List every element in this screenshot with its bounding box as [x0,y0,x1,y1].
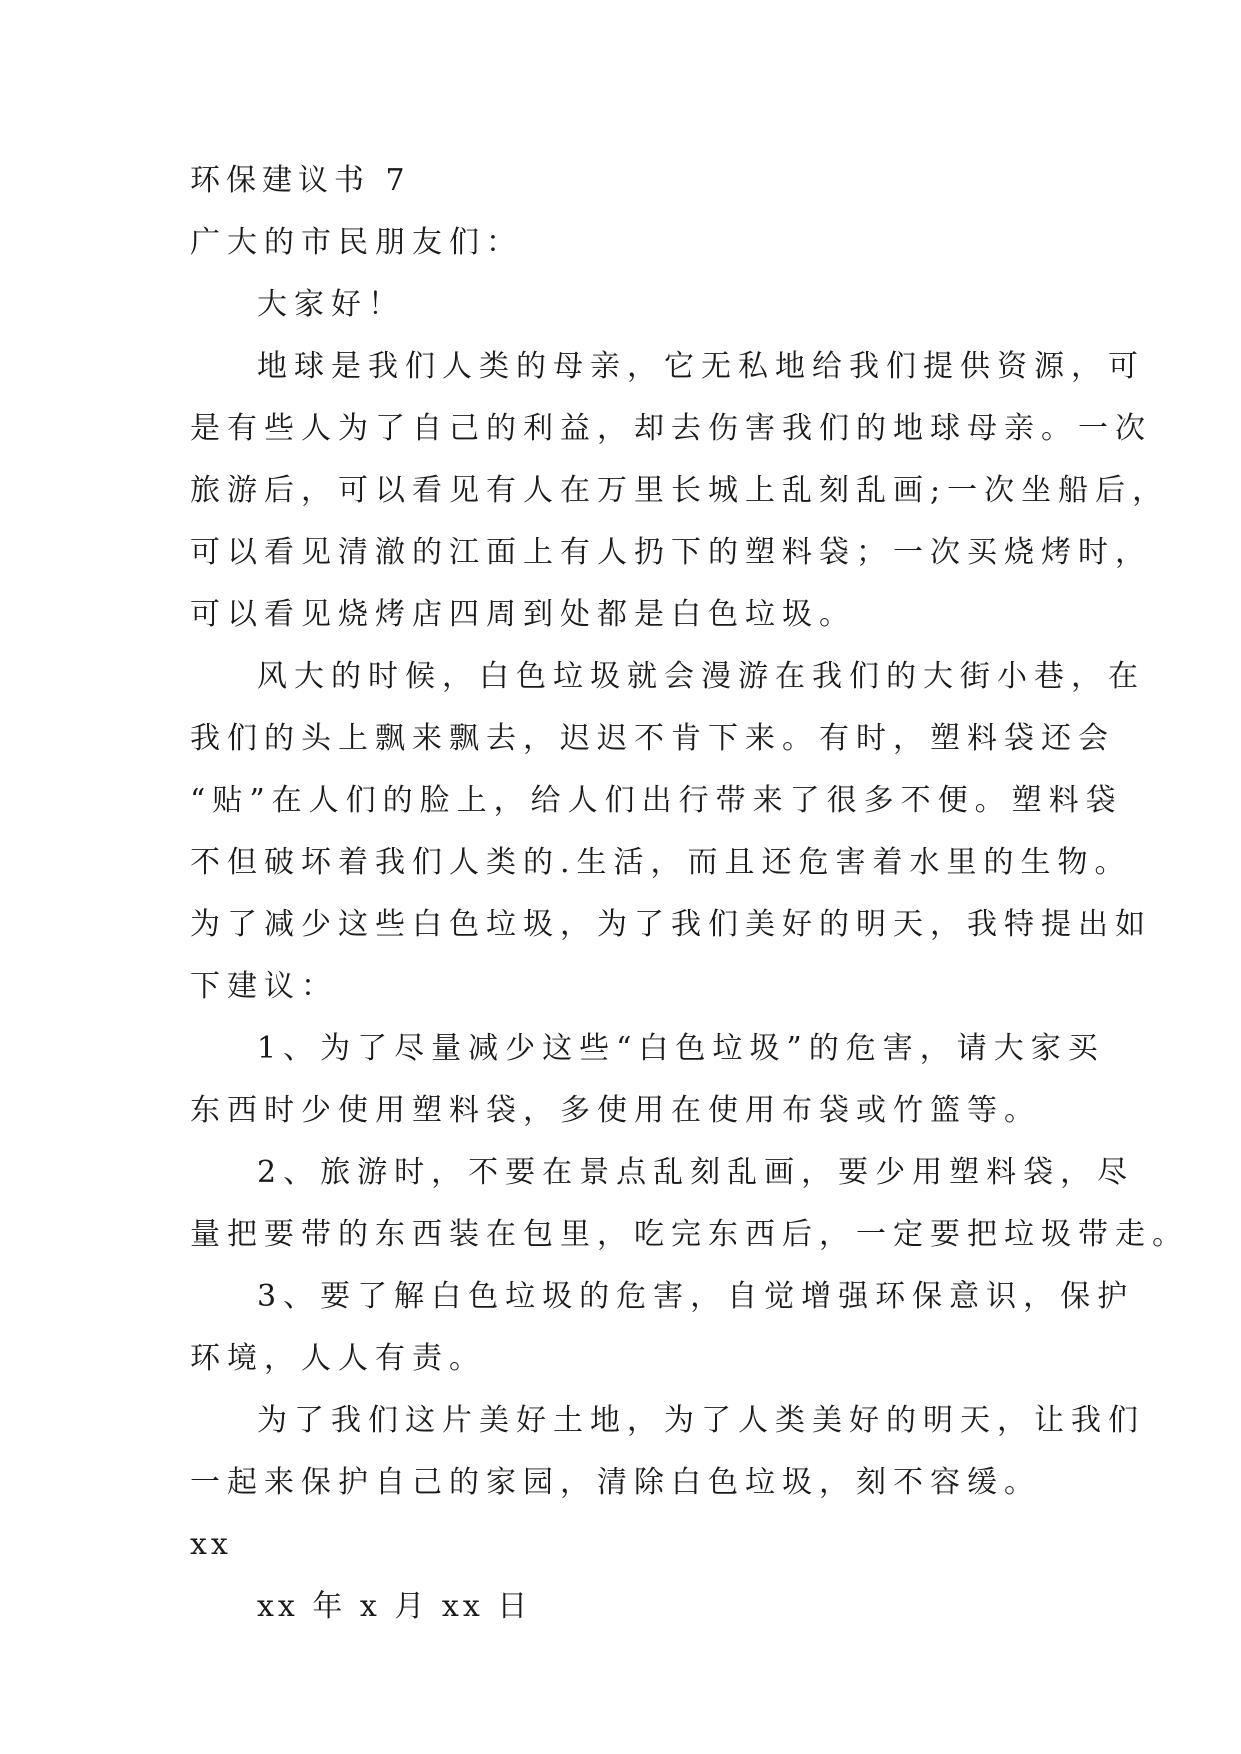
paragraph-line: 3、要了解白色垃圾的危害，自觉增强环保意识，保护 [257,1279,1135,1314]
document-title: 环保建议书 7 [190,163,411,198]
paragraph-line: “贴”在人们的脸上，给人们出行带来了很多不便。塑料袋 [190,783,1123,818]
paragraph-line: 下建议： [190,969,338,1004]
suggestion-item [190,1018,1105,1142]
paragraph-line: 可以看见清澈的江面上有人扔下的塑料袋；一次买烧烤时， [190,535,1152,570]
greeting: 大家好！ [257,287,405,322]
paragraph-line: 2、旅游时，不要在景点乱刻乱画，要少用塑料袋，尽 [257,1155,1135,1190]
paragraph-line: 可以看见烧烤店四周到处都是白色垃圾。 [190,597,856,632]
paragraph-line: 地球是我们人类的母亲，它无私地给我们提供资源，可 [257,349,1145,384]
paragraph [190,336,1170,646]
salutation: 广大的市民朋友们： [190,225,523,260]
paragraph-line: 1、为了尽量减少这些“白色垃圾”的危害，请大家买 [257,1031,1105,1066]
paragraph-line: 环境，人人有责。 [190,1341,486,1376]
paragraph-line: 不但破坏着我们人类的.生活，而且还危害着水里的生物。 [190,845,1132,880]
paragraph-line: 旅游后，可以看见有人在万里长城上乱刻乱画;一次坐船后， [190,473,1170,508]
paragraph-line: 为了减少这些白色垃圾，为了我们美好的明天，我特提出如 [190,907,1152,942]
date: xx 年 x 月 xx 日 [257,1589,532,1624]
document-page [190,150,1189,1638]
paragraph-line: 风大的时候，白色垃圾就会漫游在我们的大街小巷，在 [257,659,1145,694]
paragraph-line: 是有些人为了自己的利益，却去伤害我们的地球母亲。一次 [190,411,1152,446]
paragraph [190,646,1152,1018]
suggestion-item [190,1142,1189,1266]
closing-paragraph [190,1390,1145,1514]
suggestion-item [190,1266,1135,1390]
signature: xx [190,1527,232,1562]
paragraph-line: 我们的头上飘来飘去，迟迟不肯下来。有时，塑料袋还会 [190,721,1115,756]
paragraph-line: 为了我们这片美好土地，为了人类美好的明天，让我们 [257,1403,1145,1438]
paragraph-line: 东西时少使用塑料袋，多使用在使用布袋或竹篮等。 [190,1093,1041,1128]
paragraph-line: 一起来保护自己的家园，清除白色垃圾，刻不容缓。 [190,1465,1041,1500]
paragraph-line: 量把要带的东西装在包里，吃完东西后，一定要把垃圾带走。 [190,1217,1189,1252]
